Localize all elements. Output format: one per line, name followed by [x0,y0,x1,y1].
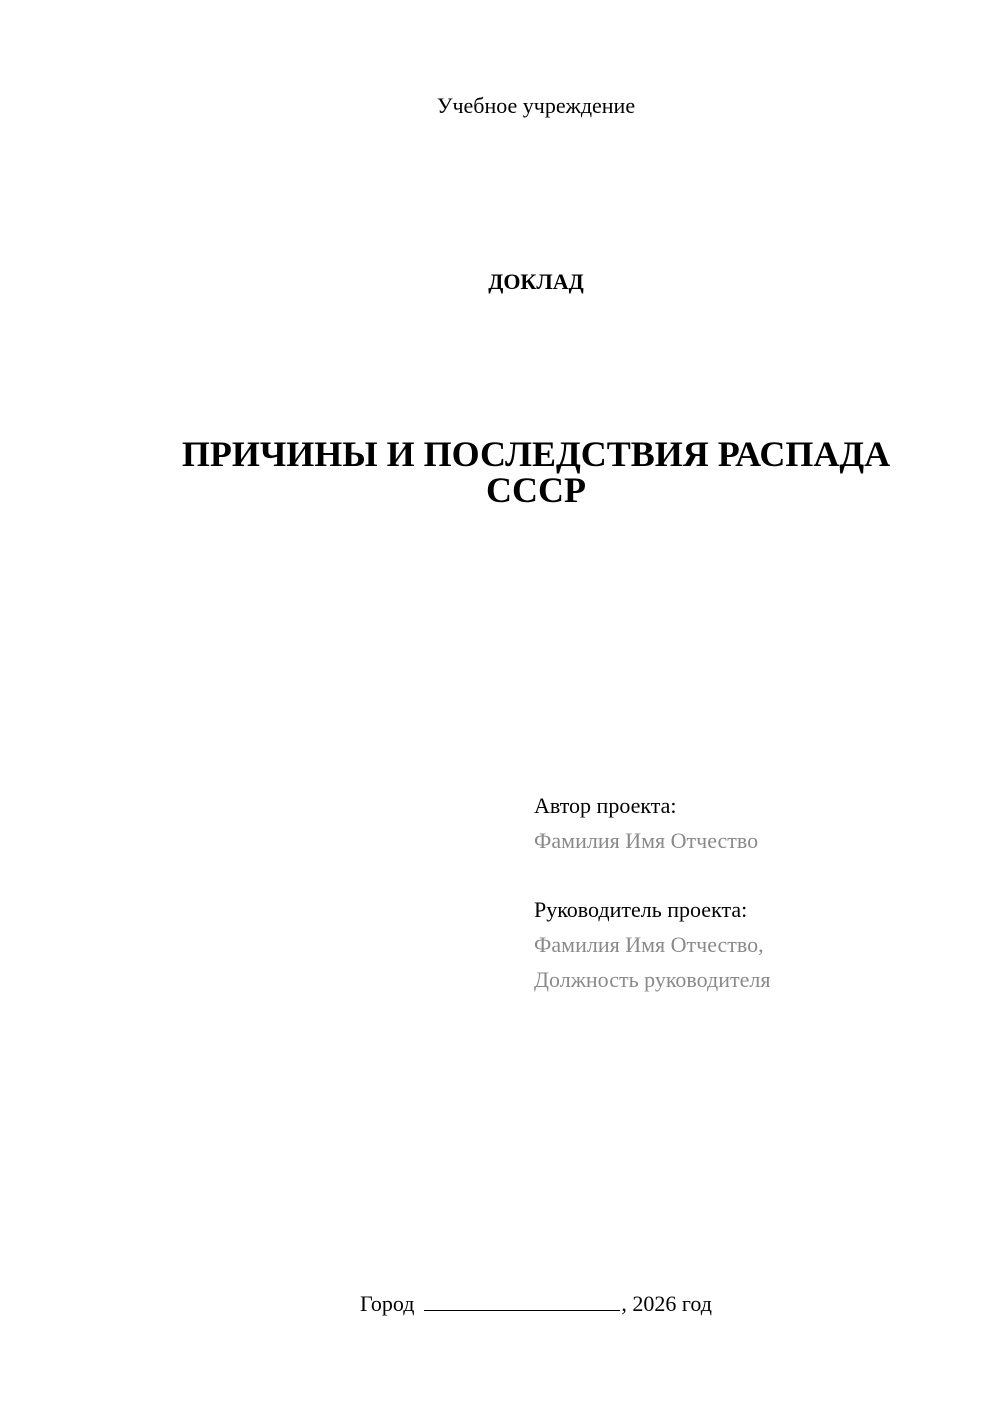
supervisor-position: Должность руководителя [534,967,771,992]
document-title-line-2: СССР [486,470,586,510]
document-type: ДОКЛАД [488,269,584,294]
document-title [120,436,952,508]
supervisor-label: Руководитель проекта: [534,897,748,922]
city-year-line [0,1290,1000,1318]
credits-block [534,788,974,997]
city-blank-line [424,1290,620,1311]
institution-name: Учебное учреждение [436,93,636,118]
supervisor-name: Фамилия Имя Отчество, [534,932,764,957]
document-title-line-1: ПРИЧИНЫ И ПОСЛЕДСТВИЯ РАСПАДА [181,434,891,474]
credits-spacer [534,858,974,892]
city-label: Город [360,1291,415,1316]
author-name: Фамилия Имя Отчество [534,828,759,853]
author-label: Автор проекта: [534,793,677,818]
year-text: , 2026 год [621,1291,712,1316]
